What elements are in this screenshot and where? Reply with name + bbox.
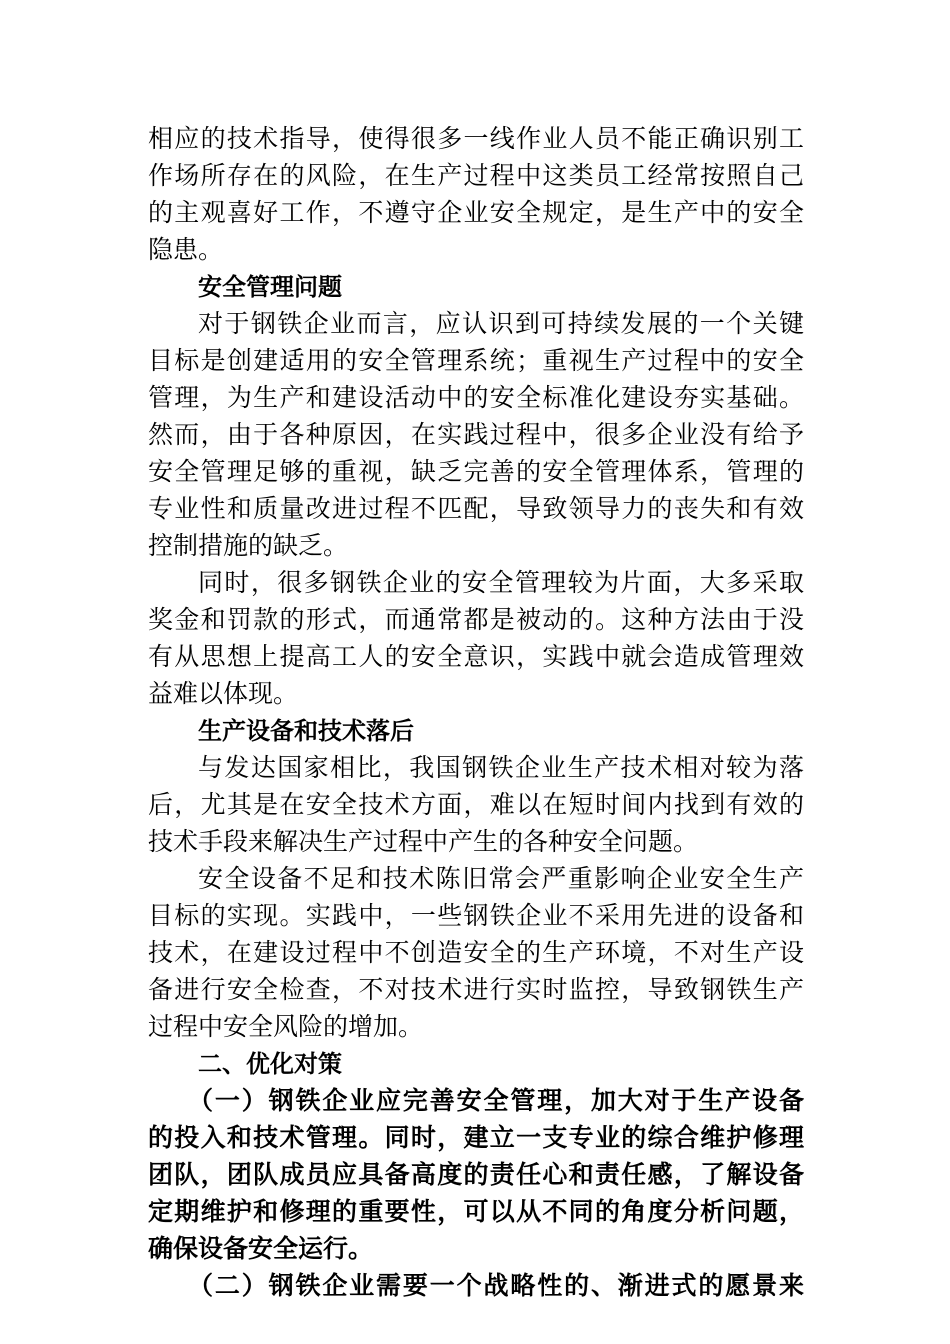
- paragraph-line: 后，尤其是在安全技术方面，难以在短时间内找到有效的: [148, 790, 804, 819]
- paragraph-line: 专业性和质量改进过程不匹配，导致领导力的丧失和有效: [148, 494, 804, 523]
- paragraph-line: 与发达国家相比，我国钢铁企业生产技术相对较为落: [198, 753, 804, 782]
- paragraph-line: 过程中安全风险的增加。: [148, 1012, 424, 1041]
- paragraph-line: 奖金和罚款的形式，而通常都是被动的。这种方法由于没: [148, 605, 804, 634]
- section-heading-equipment: 生产设备和技术落后: [198, 717, 414, 745]
- paragraph-line: 同时，很多钢铁企业的安全管理较为片面，大多采取: [198, 568, 804, 597]
- paragraph-line: 对于钢铁企业而言，应认识到可持续发展的一个关键: [198, 309, 804, 338]
- paragraph-line: 控制措施的缺乏。: [148, 531, 349, 560]
- paragraph-line: 团队，团队成员应具备高度的责任心和责任感，了解设备: [148, 1160, 804, 1189]
- paragraph-line: 益难以体现。: [148, 679, 299, 708]
- paragraph-line: 管理，为生产和建设活动中的安全标准化建设夯实基础。: [148, 383, 804, 412]
- paragraph-line: 确保设备安全运行。: [148, 1234, 374, 1263]
- paragraph-line: 的主观喜好工作，不遵守企业安全规定，是生产中的安全: [148, 198, 804, 227]
- paragraph-line: 技术手段来解决生产过程中产生的各种安全问题。: [148, 827, 699, 856]
- paragraph-line: 相应的技术指导，使得很多一线作业人员不能正确识别工: [148, 124, 804, 153]
- paragraph-line: 有从思想上提高工人的安全意识，实践中就会造成管理效: [148, 642, 804, 671]
- paragraph-line: 目标的实现。实践中，一些钢铁企业不采用先进的设备和: [148, 901, 804, 930]
- paragraph-line: 隐患。: [148, 235, 224, 264]
- paragraph-line: （一）钢铁企业应完善安全管理，加大对于生产设备: [188, 1086, 804, 1115]
- paragraph-line: （二）钢铁企业需要一个战略性的、渐进式的愿景来: [188, 1271, 804, 1300]
- section-heading-safety-management: 安全管理问题: [198, 273, 342, 301]
- section-heading-optimization: 二、优化对策: [198, 1050, 342, 1078]
- paragraph-line: 的投入和技术管理。同时，建立一支专业的综合维护修理: [148, 1123, 804, 1152]
- paragraph-line: 备进行安全检查，不对技术进行实时监控，导致钢铁生产: [148, 975, 804, 1004]
- paragraph-line: 安全管理足够的重视，缺乏完善的安全管理体系，管理的: [148, 457, 804, 486]
- paragraph-line: 然而，由于各种原因，在实践过程中，很多企业没有给予: [148, 420, 804, 449]
- paragraph-line: 安全设备不足和技术陈旧常会严重影响企业安全生产: [198, 864, 804, 893]
- paragraph-line: 技术，在建设过程中不创造安全的生产环境，不对生产设: [148, 938, 804, 967]
- paragraph-line: 作场所存在的风险，在生产过程中这类员工经常按照自己: [148, 161, 804, 190]
- paragraph-line: 目标是创建适用的安全管理系统；重视生产过程中的安全: [148, 346, 804, 375]
- paragraph-line: 定期维护和修理的重要性，可以从不同的角度分析问题，: [148, 1197, 804, 1226]
